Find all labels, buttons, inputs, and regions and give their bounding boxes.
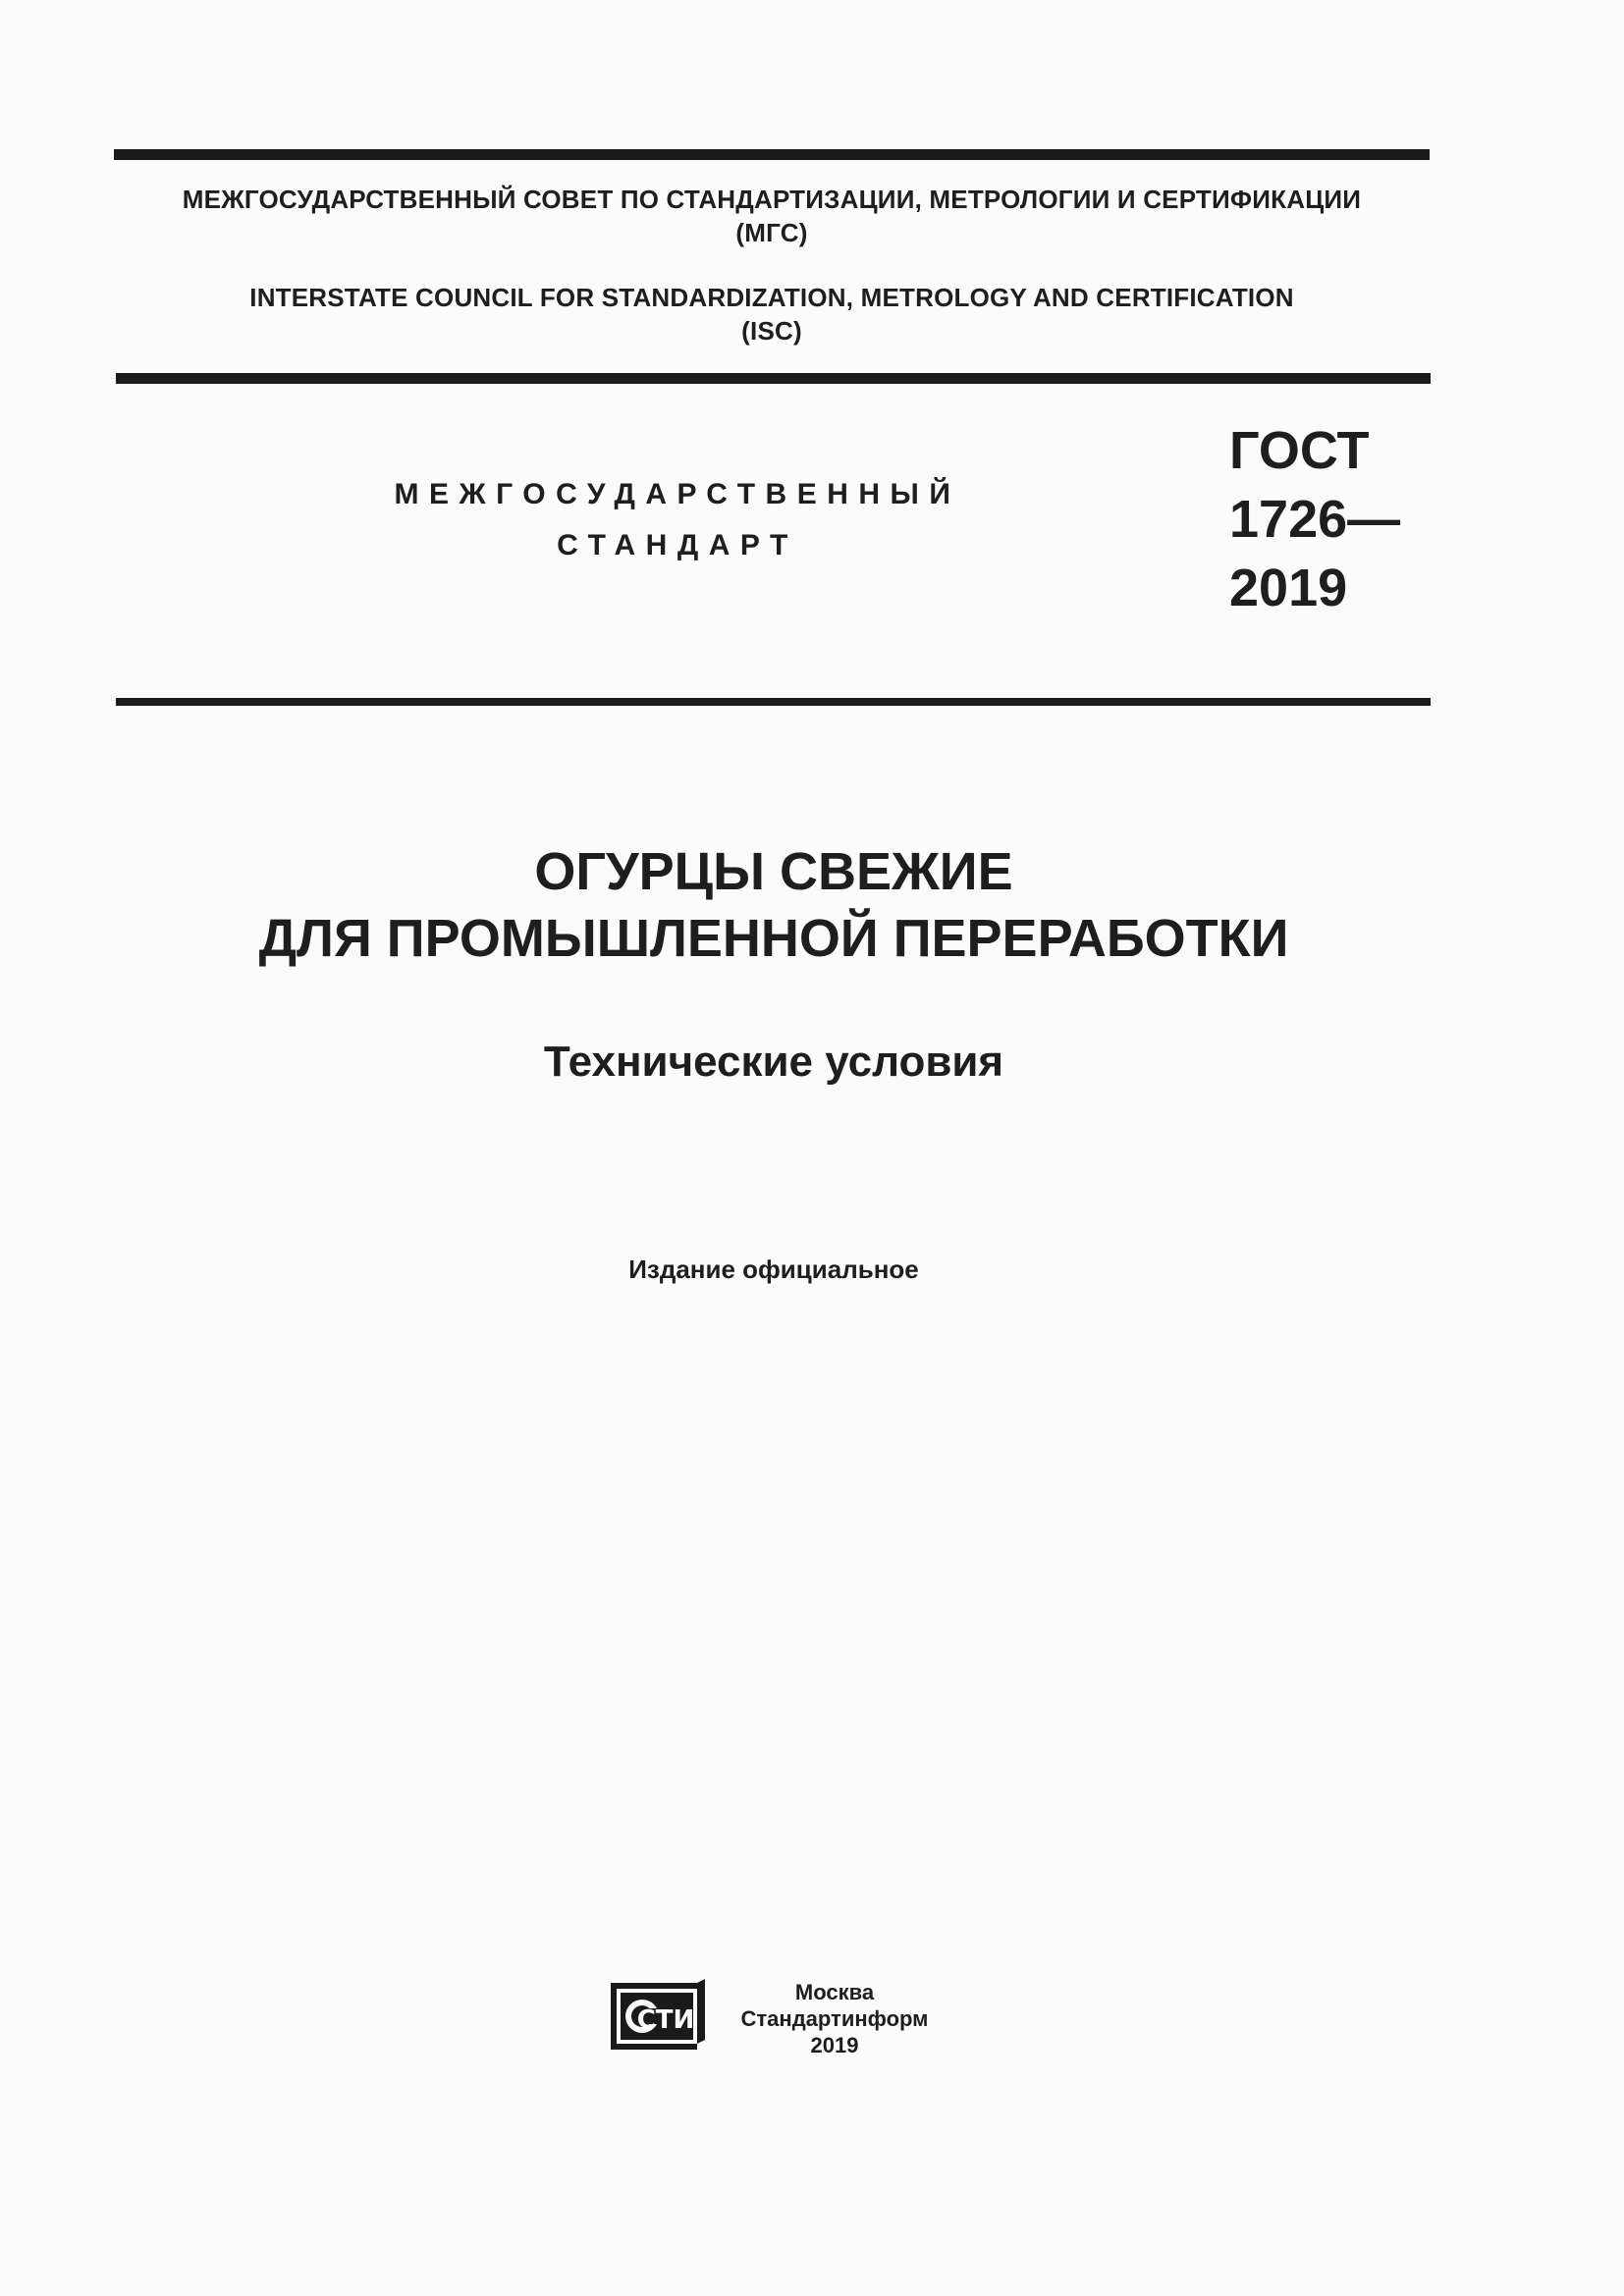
standard-type-line2: СТАНДАРТ (557, 529, 798, 561)
publisher-year: 2019 (810, 2033, 859, 2057)
edition-note: Издание официальное (628, 1255, 919, 1284)
standard-code-line3: 2019 (1229, 559, 1348, 617)
publisher-info (717, 1979, 952, 2058)
standard-type (295, 469, 1060, 571)
standard-code (1229, 416, 1400, 622)
document-title-line2: ДЛЯ ПРОМЫШЛЕННОЙ ПЕРЕРАБОТКИ (258, 909, 1289, 968)
standartinform-logo-icon (611, 1979, 705, 2054)
logo-text: СТИ (636, 2005, 695, 2035)
standard-code-line1: ГОСТ (1229, 421, 1370, 480)
council-name-en-line1: INTERSTATE COUNCIL FOR STANDARDIZATION, METROLOGY AND CERTIFICATION (249, 283, 1294, 312)
middle-divider (116, 373, 1431, 384)
top-divider (114, 149, 1430, 160)
publisher-name: Стандартинформ (740, 2006, 929, 2031)
council-name-en (114, 281, 1430, 347)
lower-divider (116, 698, 1431, 706)
document-title-line1: ОГУРЦЫ СВЕЖИЕ (534, 842, 1013, 901)
council-name-ru-line1: МЕЖГОСУДАРСТВЕННЫЙ СОВЕТ ПО СТАНДАРТИЗАЦИИ, МЕТРОЛОГИИ И СЕРТИФИКАЦИИ (182, 185, 1362, 214)
standard-type-line1: МЕЖГОСУДАРСТВЕННЫЙ (394, 478, 961, 510)
publisher-city: Москва (794, 1980, 875, 2004)
council-abbr-en: (ISC) (741, 316, 802, 346)
standard-code-line2: 1726— (1229, 490, 1401, 549)
document-title (0, 838, 1547, 972)
council-abbr-ru: (МГС) (735, 218, 808, 247)
council-name-ru (114, 183, 1430, 249)
document-subtitle: Технические условия (543, 1038, 1004, 1086)
